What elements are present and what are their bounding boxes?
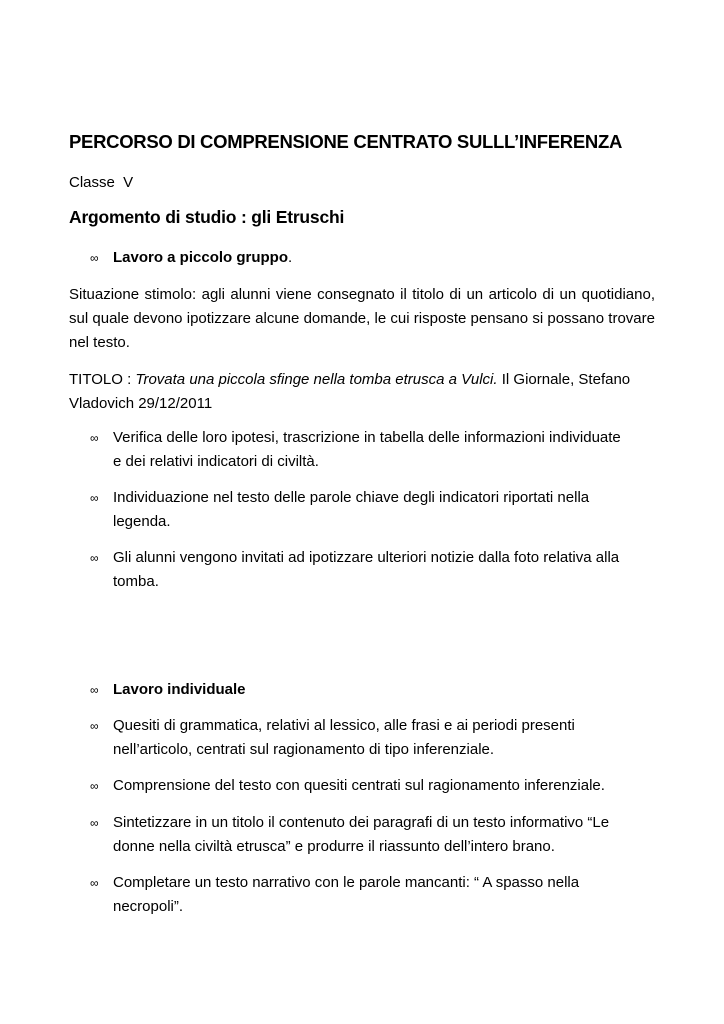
infinity-bullet-icon: ∞ xyxy=(90,876,99,890)
section-heading-individual-work xyxy=(90,678,630,702)
group-work-period: . xyxy=(288,249,293,266)
infinity-bullet-icon: ∞ xyxy=(90,683,99,697)
class-label: Classe V xyxy=(69,174,134,191)
list-item-text: Individuazione nel testo delle parole chiave degli indicatori riportati nella legenda. xyxy=(113,489,590,530)
infinity-bullet-icon: ∞ xyxy=(90,551,99,565)
list-item-text: Quesiti di grammatica, relativi al lessico, alle frasi e ai periodi presenti nell’articolo, centrati sul ragionamento di tipo inferenziale. xyxy=(113,717,575,758)
article-source: Il Giornale, Stefano Vladovich 29/12/2011 xyxy=(69,371,631,412)
document-title: PERCORSO DI COMPRENSIONE CENTRATO SULLL’INFERENZA xyxy=(69,131,623,152)
list-item xyxy=(90,714,630,762)
group-work-label: Lavoro a piccolo gruppo xyxy=(113,249,289,266)
stimulus-paragraph: Situazione stimolo: agli alunni viene consegnato il titolo di un articolo di un quotidiano, sul quale devono ipotizzare alcune domande, le cui risposte pensano si possano trovare nel testo. xyxy=(69,286,655,351)
infinity-bullet-icon: ∞ xyxy=(90,816,99,830)
list-item-text: Sintetizzare in un titolo il contenuto dei paragrafi di un testo informativo “Le donne nella civiltà etrusca” e produrre il riassunto dell’intero brano. xyxy=(113,814,610,855)
list-item-text: Verifica delle loro ipotesi, trascrizione in tabella delle informazioni individuate e dei relativi indicatori di civiltà. xyxy=(113,429,621,470)
list-item xyxy=(90,486,630,534)
list-item xyxy=(90,774,630,798)
list-item xyxy=(90,426,630,474)
article-title-paragraph xyxy=(69,368,655,416)
infinity-bullet-icon: ∞ xyxy=(90,779,99,793)
infinity-bullet-icon: ∞ xyxy=(90,431,99,445)
list-item xyxy=(90,871,630,919)
list-item xyxy=(90,546,630,594)
list-item-text: Comprensione del testo con quesiti centrati sul ragionamento inferenziale. xyxy=(113,777,605,794)
infinity-bullet-icon: ∞ xyxy=(90,719,99,733)
list-item-text: Gli alunni vengono invitati ad ipotizzare ulteriori notizie dalla foto relativa alla tomba. xyxy=(113,549,620,590)
subject-heading: Argomento di studio : gli Etruschi xyxy=(69,207,345,227)
article-title: Trovata una piccola sfinge nella tomba etrusca a Vulci. xyxy=(135,371,498,388)
titolo-label: TITOLO : xyxy=(69,371,136,388)
list-item xyxy=(90,811,630,859)
list-item-text: Completare un testo narrativo con le parole mancanti: “ A spasso nella necropoli”. xyxy=(113,874,580,915)
individual-work-label: Lavoro individuale xyxy=(113,681,246,698)
infinity-bullet-icon: ∞ xyxy=(90,251,99,265)
infinity-bullet-icon: ∞ xyxy=(90,491,99,505)
section-heading-group-work xyxy=(90,246,630,270)
